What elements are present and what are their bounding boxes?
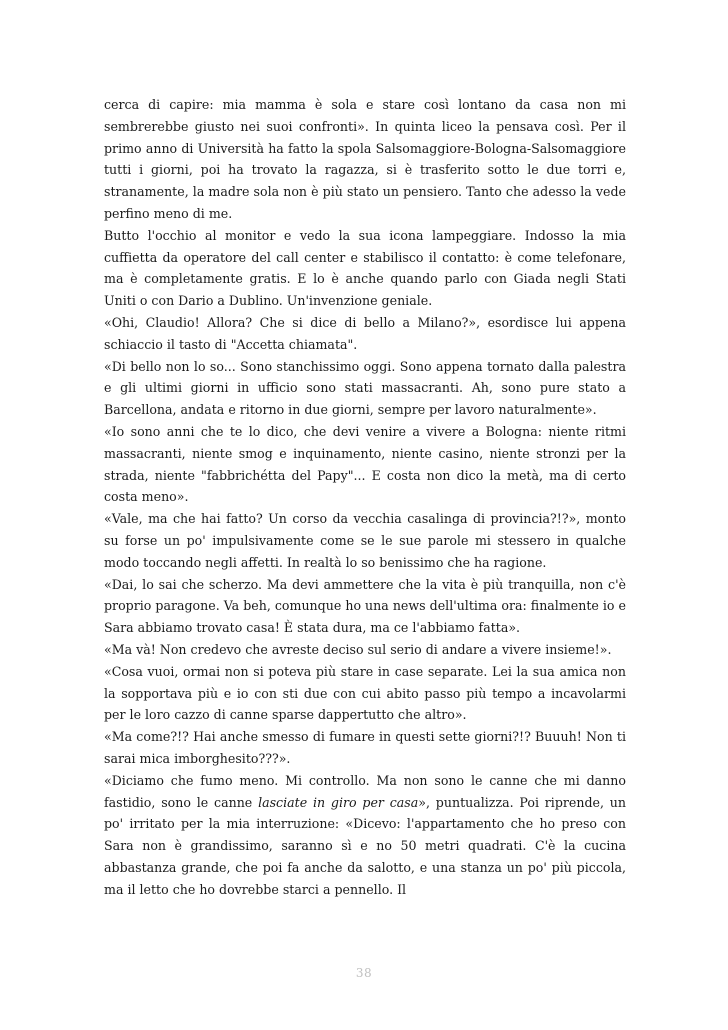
- paragraph: Butto l'occhio al monitor e vedo la sua icona lampeggiare. Indosso la mia cuffietta da operatore del call center e stabilisco il contatto: è come telefonare, ma è completamente gratis. E lo è anche quando parlo con Giada negli Stati Uniti o con Dario a Dublino. Un'invenzione geniale.: [104, 227, 626, 309]
- paragraph-text: », puntualizza. Poi riprende, un po' irritato per la mia interruzione: «Dicevo: l'appartamento che ho preso con Sara non è grandissimo, saranno sì e no 50 metri quadrati. C'è la cucina abbastanza grande, che poi fa anche da salotto, e una stanza un po' più piccola, ma il letto che ho dovrebbe starci a pennello. Il: [104, 794, 627, 897]
- paragraph: «Cosa vuoi, ormai non si poteva più stare in case separate. Lei la sua amica non la sopportava più e io con sti due con cui abito passo più tempo a incavolarmi per le loro cazzo di canne sparse dappertutto che altro».: [104, 663, 626, 723]
- paragraph: «Di bello non lo so... Sono stanchissimo oggi. Sono appena tornato dalla palestra e gli ultimi giorni in ufficio sono stati massacranti. Ah, sono pure stato a Barcellona, andata e ritorno in due giorni, sempre per lavoro naturalmente».: [104, 358, 626, 418]
- paragraph: cerca di capire: mia mamma è sola e stare così lontano da casa non mi sembrerebbe giusto nei suoi confronti». In quinta liceo la pensava così. Per il primo anno di Università ha fatto la spola Salsomaggiore-Bologna-Salsomaggiore tutti i giorni, poi ha trovato la ragazza, si è trasferito sotto le due torri e, stranamente, la madre sola non è più stato un pensiero. Tanto che adesso la vede perfino meno di me.: [104, 97, 626, 221]
- paragraph: «Vale, ma che hai fatto? Un corso da vecchia casalinga di provincia?!?», monto su forse un po' impulsivamente come se le sue parole mi stessero in qualche modo toccando negli affetti. In realtà lo so benissimo che ha ragione.: [104, 511, 626, 570]
- paragraph: «Ohi, Claudio! Allora? Che si dice di bello a Milano?», esordisce lui appena schiaccio il tasto di "Accetta chiamata".: [104, 314, 626, 352]
- paragraph: [104, 770, 626, 901]
- paragraph: «Dai, lo sai che scherzo. Ma devi ammettere che la vita è più tranquilla, non c'è proprio paragone. Va beh, comunque ho una news dell'ultima ora: finalmente io e Sara abbiamo trovato casa! È stata dura, ma ce l'abbiamo fatta».: [104, 576, 626, 636]
- paragraph: «Io sono anni che te lo dico, che devi venire a vivere a Bologna: niente ritmi massacranti, niente smog e inquinamento, niente casino, niente stronzi per la strada, niente "fabbrichétta del Papy"... E costa non dico la metà, ma di certo costa meno».: [104, 423, 626, 505]
- paragraph: «Ma come?!? Hai anche smesso di fumare in questi sette giorni?!? Buuuh! Non ti sarai mica imborghesito???».: [104, 729, 626, 766]
- body-text: [104, 94, 626, 900]
- italic-phrase: lasciate in giro per casa: [258, 794, 419, 810]
- paragraph: «Ma và! Non credevo che avreste deciso sul serio di andare a vivere insieme!».: [104, 641, 612, 657]
- paragraph-text: «Diciamo che fumo meno. Mi controllo. Ma non sono le canne che mi danno fastidio, sono le canne: [104, 772, 626, 810]
- page-number: 38: [355, 966, 373, 980]
